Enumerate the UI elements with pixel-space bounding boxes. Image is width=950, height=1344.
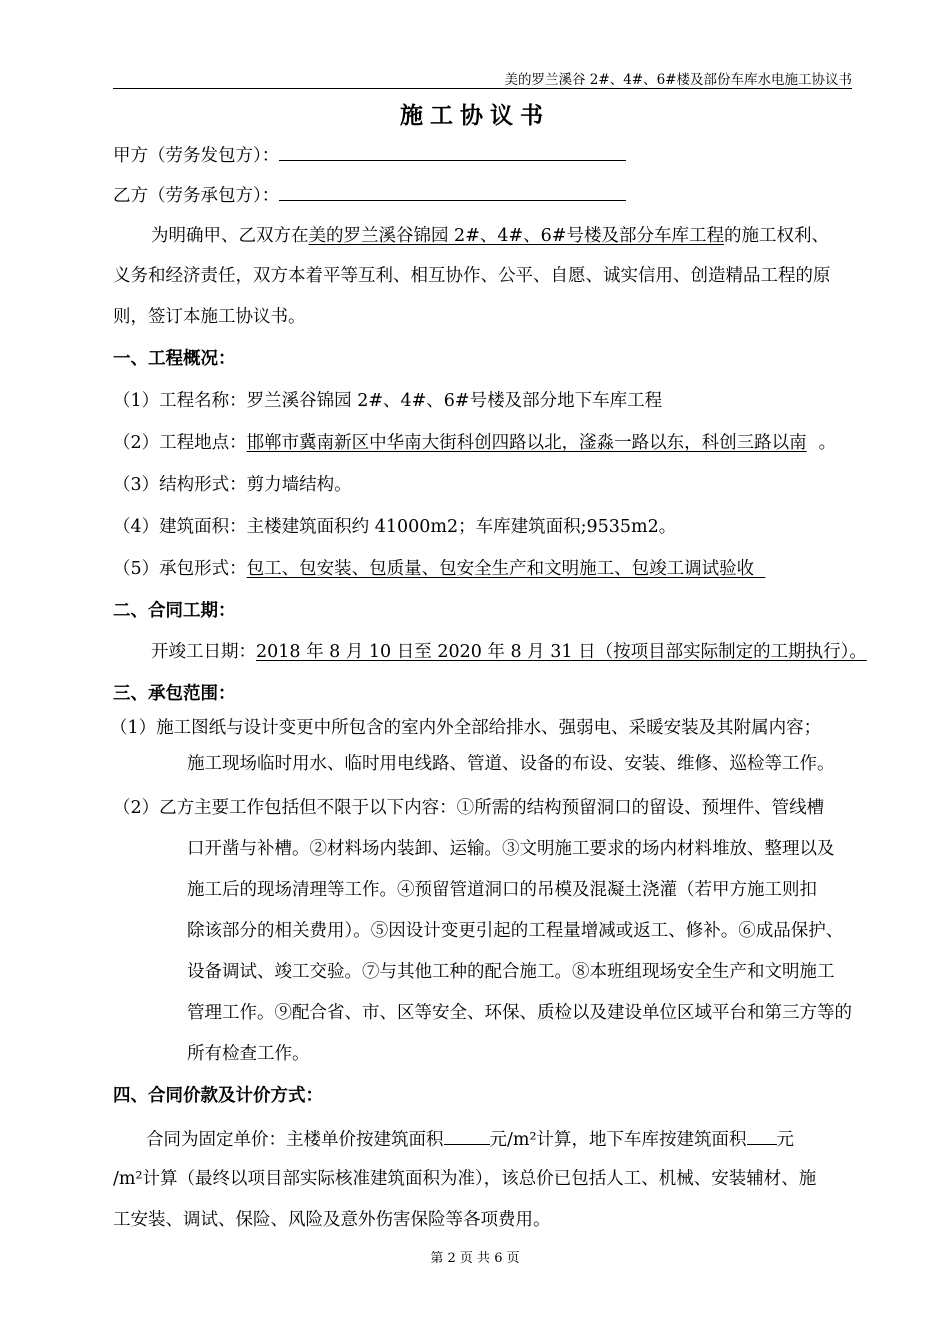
price-text: 元 — [776, 1130, 795, 1150]
price-text: 合同为固定单价：主楼单价按建筑面积 — [146, 1130, 444, 1150]
scope-item-2-line: 施工后的现场清理等工作。④预留管道洞口的吊模及混凝土浇灌（若甲方施工则扣 — [187, 880, 817, 900]
price-line-2: /m²计算（最终以项目部实际核准建筑面积为准），该总价已包括人工、机械、安装辅材、施 — [113, 1169, 817, 1189]
intro-line-1 — [151, 224, 829, 248]
section-2-heading: 二、合同工期： — [113, 601, 236, 621]
scope-item-1-line-1: （1）施工图纸与设计变更中所包含的室内外全部给排水、强弱电、采暖安装及其附属内容； — [110, 718, 822, 738]
intro-line-3: 则，签订本施工协议书。 — [113, 307, 306, 327]
header-divider — [113, 88, 852, 89]
intro-text: 为明确甲、乙双方在 — [151, 226, 309, 246]
project-location: 邯郸市冀南新区中华南大街科创四路以北，滏淼一路以东，科创三路以南 — [246, 433, 807, 453]
scope-item-1-line-2: 施工现场临时用水、临时用电线路、管道、设备的布设、安装、维修、巡检等工作。 — [187, 754, 835, 774]
section-4-heading: 四、合同价款及计价方式： — [113, 1086, 323, 1106]
main-building-price-blank[interactable] — [444, 1126, 490, 1145]
contract-form: 包工、包安装、包质量、包安全生产和文明施工、包竣工调试验收 — [246, 559, 755, 579]
document-title: 施工协议书 — [400, 102, 550, 129]
section-1-heading: 一、工程概况： — [113, 349, 236, 369]
intro-text: 的施工权利、 — [723, 226, 829, 246]
running-header: 美的罗兰溪谷 2#、4#、6#楼及部份车库水电施工协议书 — [504, 72, 852, 88]
scope-item-2-line: 设备调试、竣工交验。⑦与其他工种的配合施工。⑧本班组现场安全生产和文明施工 — [187, 962, 835, 982]
contract-form-item — [113, 557, 765, 581]
price-text: 元/m²计算，地下车库按建筑面积 — [489, 1130, 747, 1150]
structure-item: （3）结构形式：剪力墙结构。 — [113, 475, 352, 495]
project-location-item — [113, 431, 836, 455]
item-label: （2）工程地点： — [113, 433, 247, 453]
item-label: （5）承包形式： — [113, 559, 247, 579]
project-name: 美的罗兰溪谷锦园 2#、4#、6#号楼及部分车库工程 — [308, 226, 724, 246]
scope-item-2-line: 所有检查工作。 — [187, 1044, 310, 1064]
party-a-line — [113, 142, 626, 168]
project-name-item: （1）工程名称：罗兰溪谷锦园 2#、4#、6#号楼及部分地下车库工程 — [113, 391, 663, 411]
item-end: 。 — [818, 433, 837, 453]
scope-item-2-line: 除该部分的相关费用）。⑤因设计变更引起的工程量增减或返工、修补。⑥成品保护、 — [187, 921, 844, 941]
area-item: （4）建筑面积：主楼建筑面积约 41000m2；车库建筑面积;9535m2。 — [113, 517, 677, 537]
party-a-blank[interactable] — [279, 142, 626, 161]
scope-item-2-line: 管理工作。⑨配合省、市、区等安全、环保、质检以及建设单位区域平台和第三方等的 — [187, 1003, 852, 1023]
duration-value: 2018 年 8 月 10 日至 2020 年 8 月 31 日（按项目部实际制定的工期执行）。 — [256, 642, 867, 662]
garage-price-blank[interactable] — [747, 1126, 777, 1145]
duration-line — [151, 640, 867, 664]
section-3-heading: 三、承包范围： — [113, 684, 236, 704]
page-number: 第 2 页 共 6 页 — [430, 1251, 520, 1266]
price-line-1 — [146, 1126, 794, 1152]
intro-line-2: 义务和经济责任，双方本着平等互利、相互协作、公平、自愿、诚实信用、创造精品工程的原 — [113, 266, 831, 286]
scope-item-2-line: 口开凿与补槽。②材料场内装卸、运输。③文明施工要求的场内材料堆放、整理以及 — [187, 839, 835, 859]
price-line-3: 工安装、调试、保险、风险及意外伤害保险等各项费用。 — [113, 1210, 551, 1230]
party-a-label: 甲方（劳务发包方）： — [113, 146, 280, 166]
party-b-line — [113, 182, 626, 208]
party-b-blank[interactable] — [279, 182, 626, 201]
scope-item-2-line: （2）乙方主要工作包括但不限于以下内容：①所需的结构预留洞口的留设、预埋件、管线槽 — [113, 798, 825, 818]
party-b-label: 乙方（劳务承包方）： — [113, 186, 280, 206]
duration-label: 开竣工日期： — [151, 642, 256, 662]
